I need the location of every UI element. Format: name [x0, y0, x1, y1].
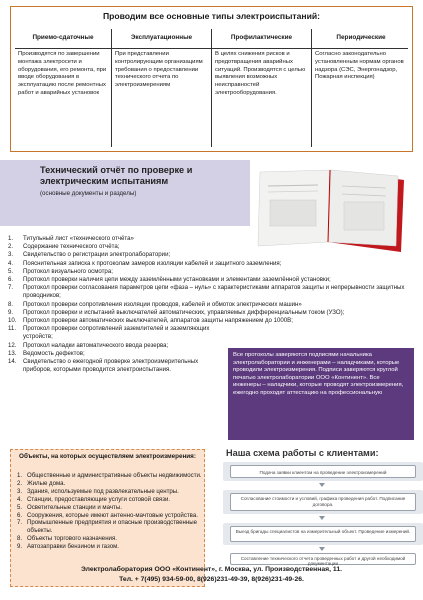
list-item: 8. Протокол проверки сопротивления изоляции проводов, кабелей и обмоток электрических машин»: [8, 300, 302, 308]
report-subtitle: (основные документы и разделы): [40, 190, 137, 197]
list-item: 9. Автозаправки бензином и газом.: [17, 543, 119, 551]
list-item: 3. Здания, используемые под развлекательные центры.: [17, 487, 179, 495]
footer-address: Электролаборатория ООО «Континент», г. Москва, ул. Производственная, 11.: [81, 566, 342, 573]
list-item: 6. Сооружения, которые имеют антенно-мачтовые устройства.: [17, 511, 198, 519]
list-item: 2. Содержание технического отчёта;: [8, 243, 120, 251]
test-types-box: [10, 6, 413, 152]
column-text: При представлении контролирующим организациям требования о предоставлении технического отчета по электроизмерениям: [115, 51, 203, 89]
objects-title: Объекты, на которых осуществляем электроизмерения:: [19, 453, 196, 460]
list-item: 13. Ведомость дефектов;: [8, 349, 85, 357]
protocol-certification-note: Все протоколы заверяются подписями начальника электролаборатории и инженерами – наладчиками, которые проводили электроизмерения. Подписи заверяются круглой печатью электролаборатории ООО «Континент». Все инженеры – наладчики, которые проводят электроизмерения, ежегодно проходят аттестацию на профессиональную: [228, 348, 414, 440]
list-item: 5. Осветительные станции и мачты.: [17, 503, 122, 511]
list-item: 1. Титульный лист «технического отчёта»: [8, 235, 134, 242]
list-item: 10. Протокол проверки автоматических выключателей, аппаратов защиты напряжением до 1000В;: [8, 317, 293, 325]
report-title: Технический отчёт по проверке и электрическим испытаниям: [40, 165, 193, 186]
column-acceptance: [15, 29, 111, 147]
list-item: 7. Протокол проверки согласования параметров цепи «фаза – нуль» с характеристиками аппаратов защиты и непрерывности защитных проводников;: [8, 284, 405, 300]
objects-list: [17, 472, 202, 551]
scheme-step-1: Подача заявки клиентом на проведение электроизмерений: [230, 465, 416, 478]
column-head: Периодические: [336, 34, 386, 41]
list-item: 4. Пояснительная записка к протоколам замеров изоляции кабелей и защитного заземления;: [8, 259, 282, 267]
list-item: 6. Протокол проверки наличия цепи между заземлёнными установками и элементами заземлённой установки;: [8, 276, 331, 284]
list-item: 1. Общественные и административные объекты недвижимости.: [17, 472, 202, 479]
list-item: 12. Протокол наладки автоматического ввода резерва;: [8, 341, 169, 349]
column-text: В целях снижения рисков и предотвращения аварийных ситуаций. Производятся с целью выявления возможных неисправностей электрооборудования.: [215, 51, 306, 96]
list-item: 2. Жилые дома.: [17, 479, 66, 487]
list-item: 14. Свидетельство о ежегодной проверке электроизмерительных приборов, которыми проводится электроиспытания.: [8, 358, 199, 374]
arrow-down-icon: [319, 483, 325, 487]
scheme-title: Наша схема работы с клиентами:: [226, 448, 379, 458]
list-item: 9. Протокол проверки и испытаний выключателей автоматических, управляемых дифференциальным током (УЗО);: [8, 308, 345, 316]
column-head: Профилактические: [230, 34, 293, 41]
list-item: 8. Объекты торгового назначения.: [17, 535, 117, 543]
footer-phones: Тел. + 7(495) 934-59-00, 8(926)231-49-39, 8(926)231-49-26.: [119, 576, 304, 583]
column-operational: [111, 29, 211, 147]
list-item: 4. Станции, предоставляющие услуги сотовой связи.: [17, 495, 171, 503]
column-text: Производятся по завершении монтажа электросети и оборудования, его ремонта, при вводе оборудования в эксплуатацию после ремонтных работ и аварийных установок: [18, 51, 107, 96]
list-item: 3. Свидетельство о регистрации электролаборатории;: [8, 251, 171, 259]
arrow-down-icon: [319, 547, 325, 551]
column-preventive: [211, 29, 311, 147]
column-head: Приемо-сдаточные: [32, 34, 94, 41]
scheme-step-4: Составление технического отчета проведенных работ и другой необходимой документации: [230, 553, 416, 565]
list-item: 7. Промышленные предприятия и опасные производственные объекты.: [17, 519, 198, 535]
list-item: 5. Протокол визуального осмотра;: [8, 267, 113, 275]
test-types-title: Проводим все основные типы электроиспытаний:: [102, 11, 321, 21]
scheme-step-3: Выезд бригады специалистов на измерительный объект. Проведение измерений.: [230, 526, 416, 542]
list-item: 11. Протокол проверки сопротивлений заземлителей и заземляющих устройств;: [8, 325, 210, 341]
arrow-down-icon: [319, 516, 325, 520]
scheme-step-2: Согласование стоимости и условий, графика проведения работ. Подписание договора.: [230, 493, 416, 511]
column-head: Эксплуатационные: [130, 34, 193, 41]
column-text: Согласно законодательно установленным нормам органов надзора (СЭС, Энергонадзор, Пожарная инспекция): [315, 51, 404, 81]
column-periodic: [311, 29, 410, 147]
